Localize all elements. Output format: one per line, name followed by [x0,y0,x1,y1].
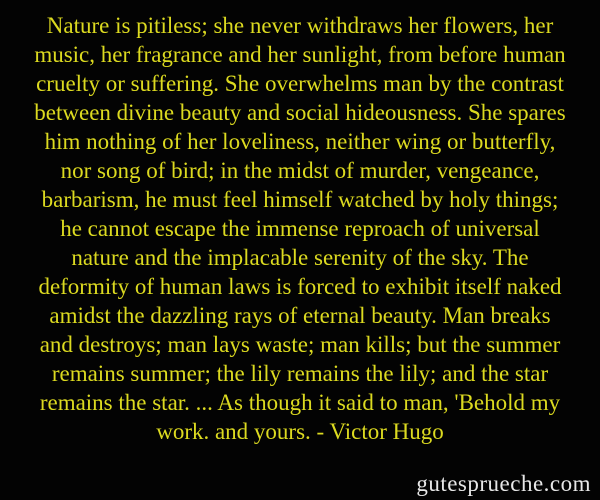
quote-line: remains summer; the lily remains the lily; and the star [51,361,549,386]
quote-line: nature and the implacable serenity of the sky. The [71,245,529,270]
quote-text [0,11,600,446]
watermark-site: gutesprueche.com [416,471,591,496]
quote-line: amidst the dazzling rays of eternal beauty. Man breaks [49,303,551,328]
quote-line: remains the star. ... As though it said to man, 'Behold my [39,390,561,415]
quote-line: Nature is pitiless; she never withdraws her flowers, her [46,13,554,38]
quote-line: deformity of human laws is forced to exhibit itself naked [38,274,562,299]
quote-line: work. and yours. - Victor Hugo [156,419,444,444]
quote-line: and destroys; man lays waste; man kills; but the summer [39,332,561,357]
quote-line: music, her fragrance and her sunlight, from before human [34,42,566,67]
quote-line: barbarism, he must feel himself watched by holy things; [41,187,559,212]
quote-line: nor song of bird; in the midst of murder, vengeance, [60,158,540,183]
quote-line: him nothing of her loveliness, neither wing or butterfly, [44,129,556,154]
quote-line: between divine beauty and social hideousness. She spares [34,100,566,125]
quote-line: he cannot escape the immense reproach of universal [60,216,540,241]
quote-line: cruelty or suffering. She overwhelms man by the contrast [36,71,564,96]
